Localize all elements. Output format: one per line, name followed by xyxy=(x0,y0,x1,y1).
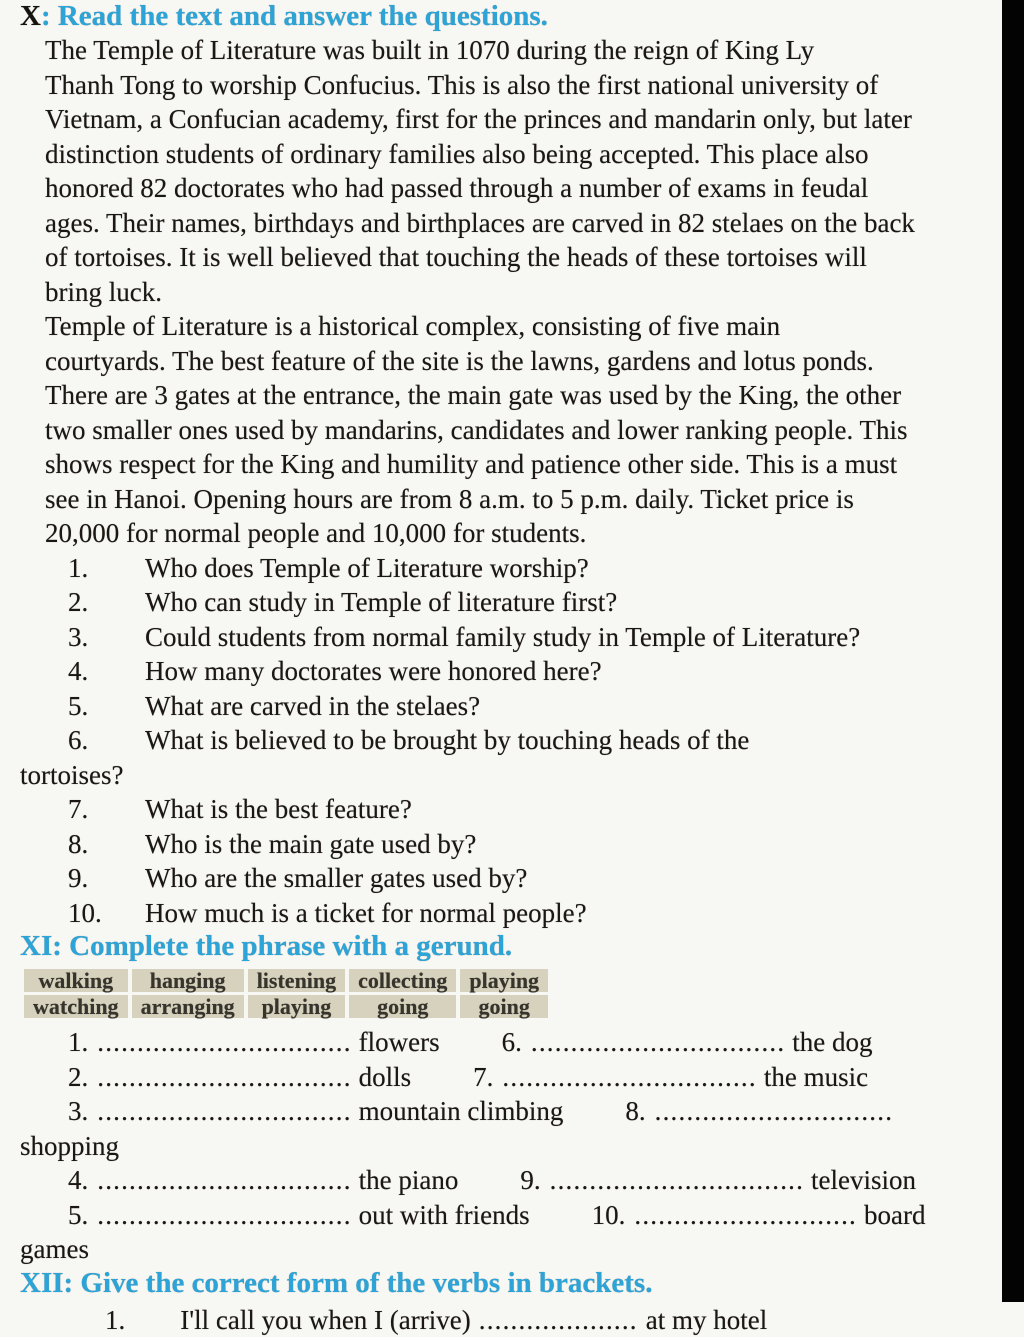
gerund-item-phrase: dolls xyxy=(359,1062,412,1092)
question-text: What is believed to be brought by touching heads of the xyxy=(145,723,749,758)
passage-line: The Temple of Literature was built in 1070 during the reign of King Ly xyxy=(45,33,1002,68)
passage-line: Thanh Tong to worship Confucius. This is also the first national university of xyxy=(45,68,1002,103)
item-text: I'll call you when I (arrive) xyxy=(180,1305,471,1335)
section-x-number: X xyxy=(20,0,41,32)
gerund-blank-dots: ................................ xyxy=(97,1096,351,1126)
gerund-blank-dots: ................................ xyxy=(502,1062,756,1092)
passage-line: 20,000 for normal people and 10,000 for students. xyxy=(45,516,1002,551)
passage-line: two smaller ones used by mandarins, candidates and lower ranking people. This xyxy=(45,413,1002,448)
question-number: 7. xyxy=(68,792,145,827)
gerund-item-phrase: the dog xyxy=(792,1027,872,1057)
gerund-item-phrase: flowers xyxy=(359,1027,440,1057)
question-text: How many doctorates were honored here? xyxy=(145,654,602,689)
gerund-item-number: 1. xyxy=(68,1027,88,1057)
gerund-item-phrase: the piano xyxy=(359,1165,459,1195)
gerund-left-item xyxy=(68,1027,440,1057)
question-6-wrap-text: tortoises? xyxy=(20,758,1002,793)
clipped-exercise-line xyxy=(105,1303,1002,1337)
question-text: What is the best feature? xyxy=(145,792,412,827)
gerund-item-phrase: television xyxy=(811,1165,916,1195)
passage-line: Temple of Literature is a historical complex, consisting of five main xyxy=(45,309,1002,344)
gerund-item-number: 9. xyxy=(520,1165,540,1195)
question-row xyxy=(68,654,1002,689)
gerund-left-item xyxy=(68,1165,458,1195)
question-row xyxy=(68,689,1002,724)
word-bank-cell: going xyxy=(460,995,548,1018)
passage-line: distinction students of ordinary families also being accepted. This place also xyxy=(45,137,1002,172)
gerund-right-item xyxy=(502,1027,873,1057)
gerund-right-item xyxy=(592,1200,926,1230)
gerund-item-row xyxy=(68,1094,1002,1129)
question-text: Who are the smaller gates used by? xyxy=(145,861,527,896)
gerund-right-item xyxy=(473,1062,868,1092)
gerund-items-4-5 xyxy=(20,1163,1002,1232)
gerund-item-number: 5. xyxy=(68,1200,88,1230)
gerund-item-number: 8. xyxy=(625,1096,645,1126)
gerund-blank-dots: ............................ xyxy=(634,1200,857,1230)
item-number: 1. xyxy=(105,1305,125,1335)
question-text: Who can study in Temple of literature first? xyxy=(145,585,617,620)
question-row xyxy=(68,585,1002,620)
gerund-right-item xyxy=(520,1165,916,1195)
passage-paragraph-2 xyxy=(20,309,1002,551)
word-bank-cell: walking xyxy=(24,969,128,992)
question-number: 2. xyxy=(68,585,145,620)
gerund-items-1-3 xyxy=(20,1025,1002,1129)
passage-line: Vietnam, a Confucian academy, first for the princes and mandarin only, but later xyxy=(45,102,1002,137)
passage-line: of tortoises. It is well believed that touching the heads of these tortoises will xyxy=(45,240,1002,275)
gerund-item-number: 7. xyxy=(473,1062,493,1092)
question-row xyxy=(68,827,1002,862)
word-bank-cell: collecting xyxy=(349,969,456,992)
question-list-7-10 xyxy=(20,792,1002,930)
word-bank-table xyxy=(20,966,552,1021)
gerund-item-phrase: mountain climbing xyxy=(359,1096,564,1126)
word-bank-cell: listening xyxy=(248,969,345,992)
passage-line: honored 82 doctorates who had passed through a number of exams in feudal xyxy=(45,171,1002,206)
gerund-blank-dots: ................................ xyxy=(97,1027,351,1057)
gerund-left-item xyxy=(68,1096,563,1126)
passage-paragraph-1 xyxy=(20,33,1002,309)
gerund-blank-dots: ................................ xyxy=(97,1062,351,1092)
gerund-right-item xyxy=(625,1096,893,1126)
gerund-item-number: 3. xyxy=(68,1096,88,1126)
question-number: 9. xyxy=(68,861,145,896)
gerund-item-row xyxy=(68,1060,1002,1095)
question-number: 5. xyxy=(68,689,145,724)
passage-line: bring luck. xyxy=(45,275,1002,310)
gerund-wrap-shopping: shopping xyxy=(20,1129,1002,1164)
passage-line: There are 3 gates at the entrance, the main gate was used by the King, the other xyxy=(45,378,1002,413)
right-black-bar xyxy=(1002,0,1024,1302)
word-bank-row-1 xyxy=(24,969,548,992)
question-number: 1. xyxy=(68,551,145,586)
gerund-item-row xyxy=(68,1198,1002,1233)
gerund-item-phrase: the music xyxy=(764,1062,868,1092)
gerund-item-phrase: out with friends xyxy=(359,1200,530,1230)
blank-dots: .................... xyxy=(479,1305,638,1335)
question-number: 4. xyxy=(68,654,145,689)
gerund-item-number: 10. xyxy=(592,1200,626,1230)
question-number: 10. xyxy=(68,896,145,931)
question-number: 8. xyxy=(68,827,145,862)
gerund-blank-dots: .............................. xyxy=(655,1096,894,1126)
question-row xyxy=(68,792,1002,827)
gerund-blank-dots: ................................ xyxy=(550,1165,804,1195)
question-row xyxy=(68,551,1002,586)
gerund-blank-dots: ................................ xyxy=(531,1027,785,1057)
word-bank-cell: hanging xyxy=(132,969,244,992)
word-bank-cell: playing xyxy=(248,995,345,1018)
section-xii-heading: XII: Give the correct form of the verbs in brackets. xyxy=(20,1267,1002,1300)
gerund-left-item xyxy=(68,1062,411,1092)
passage-line: courtyards. The best feature of the site is the lawns, gardens and lotus ponds. xyxy=(45,344,1002,379)
word-bank-cell: playing xyxy=(460,969,548,992)
passage-line: see in Hanoi. Opening hours are from 8 a.m. to 5 p.m. daily. Ticket price is xyxy=(45,482,1002,517)
question-row xyxy=(68,620,1002,655)
question-number: 6. xyxy=(68,723,145,758)
word-bank-cell: arranging xyxy=(132,995,244,1018)
question-text: Who does Temple of Literature worship? xyxy=(145,551,589,586)
gerund-blank-dots: ................................ xyxy=(97,1165,351,1195)
question-row xyxy=(68,896,1002,931)
question-list-1-6 xyxy=(20,551,1002,758)
gerund-item-number: 6. xyxy=(502,1027,522,1057)
gerund-item-number: 2. xyxy=(68,1062,88,1092)
question-text: What are carved in the stelaes? xyxy=(145,689,480,724)
passage-line: shows respect for the King and humility and patience other side. This is a must xyxy=(45,447,1002,482)
gerund-blank-dots: ................................ xyxy=(97,1200,351,1230)
question-row xyxy=(68,723,1002,758)
gerund-item-phrase: board xyxy=(864,1200,925,1230)
gerund-left-item xyxy=(68,1200,530,1230)
word-bank-cell: going xyxy=(349,995,456,1018)
section-xi-heading: XI: Complete the phrase with a gerund. xyxy=(20,930,1002,963)
gerund-item-row xyxy=(68,1025,1002,1060)
question-text: How much is a ticket for normal people? xyxy=(145,896,587,931)
gerund-item-row xyxy=(68,1163,1002,1198)
word-bank-cell: watching xyxy=(24,995,128,1018)
section-x-title: : Read the text and answer the questions. xyxy=(41,0,548,32)
question-row xyxy=(68,861,1002,896)
gerund-wrap-games: games xyxy=(20,1232,1002,1267)
gerund-item-number: 4. xyxy=(68,1165,88,1195)
section-x-heading xyxy=(20,0,1002,33)
word-bank-row-2 xyxy=(24,995,548,1018)
question-number: 3. xyxy=(68,620,145,655)
question-text: Could students from normal family study in Temple of Literature? xyxy=(145,620,860,655)
item-tail: at my hotel xyxy=(646,1305,767,1335)
question-text: Who is the main gate used by? xyxy=(145,827,476,862)
passage-line: ages. Their names, birthdays and birthplaces are carved in 82 stelaes on the back xyxy=(45,206,1002,241)
